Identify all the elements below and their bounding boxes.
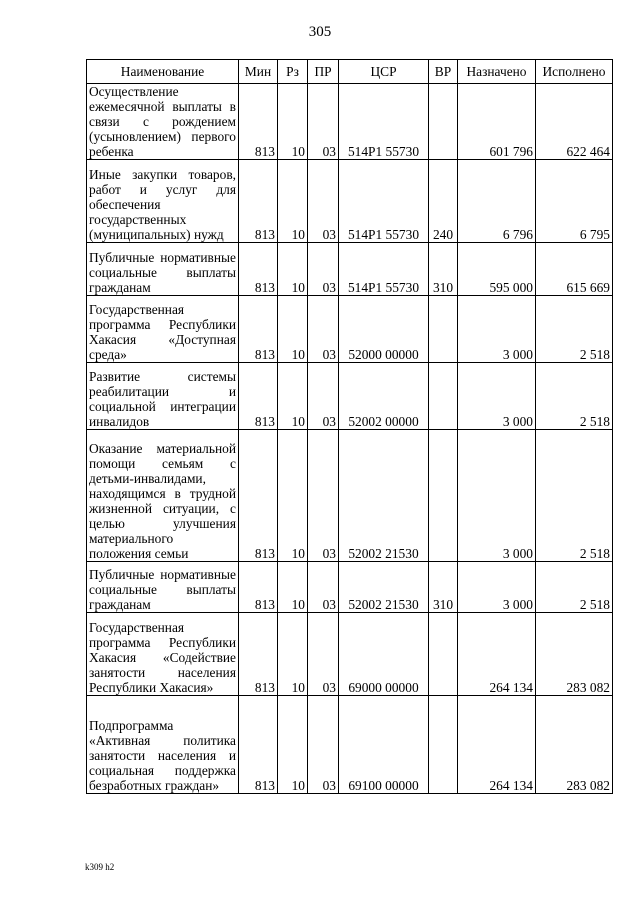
table-row: [87, 363, 613, 430]
row-executed: 283 082: [536, 613, 613, 696]
row-min: 813: [239, 696, 278, 794]
row-min: 813: [239, 363, 278, 430]
row-vr: [429, 613, 458, 696]
row-vr: 310: [429, 243, 458, 296]
row-executed: 622 464: [536, 84, 613, 160]
header-rz: Рз: [278, 60, 308, 84]
row-executed: 6 795: [536, 160, 613, 243]
row-pr: 03: [308, 562, 339, 613]
row-rz: 10: [278, 84, 308, 160]
row-vr: 310: [429, 562, 458, 613]
row-pr: 03: [308, 296, 339, 363]
row-rz: 10: [278, 613, 308, 696]
row-pr: 03: [308, 430, 339, 562]
footer-code: k309 h2: [85, 862, 115, 872]
table-header-row: [87, 60, 613, 84]
page-number: 305: [308, 24, 332, 40]
row-executed: 2 518: [536, 363, 613, 430]
row-pr: 03: [308, 84, 339, 160]
budget-table: [86, 59, 613, 794]
header-name: Наименование: [87, 60, 239, 84]
row-vr: [429, 84, 458, 160]
table-row: [87, 84, 613, 160]
row-csr: 69100 00000: [339, 696, 429, 794]
row-csr: 514P1 55730: [339, 160, 429, 243]
row-csr: 52002 00000: [339, 363, 429, 430]
table-row: [87, 430, 613, 562]
table-row: [87, 562, 613, 613]
row-assigned: 264 134: [458, 696, 536, 794]
row-executed: 2 518: [536, 562, 613, 613]
row-name: Государственная программа Республики Хакасия «Доступная среда»: [87, 296, 239, 363]
row-rz: 10: [278, 243, 308, 296]
row-csr: 52002 21530: [339, 430, 429, 562]
header-assigned: Назначено: [458, 60, 536, 84]
row-min: 813: [239, 562, 278, 613]
row-pr: 03: [308, 243, 339, 296]
row-assigned: 595 000: [458, 243, 536, 296]
row-executed: 615 669: [536, 243, 613, 296]
row-assigned: 264 134: [458, 613, 536, 696]
row-pr: 03: [308, 363, 339, 430]
table-row: [87, 243, 613, 296]
table-row: [87, 296, 613, 363]
row-pr: 03: [308, 696, 339, 794]
row-vr: [429, 296, 458, 363]
row-min: 813: [239, 243, 278, 296]
row-name: Публичные нормативные социальные выплаты гражданам: [87, 562, 239, 613]
row-assigned: 3 000: [458, 296, 536, 363]
row-vr: [429, 696, 458, 794]
row-name: Осуществление ежемесячной выплаты в связи с рождением (усыновлением) первого ребенка: [87, 84, 239, 160]
row-vr: [429, 363, 458, 430]
row-min: 813: [239, 430, 278, 562]
row-executed: 2 518: [536, 296, 613, 363]
row-pr: 03: [308, 160, 339, 243]
row-min: 813: [239, 160, 278, 243]
row-csr: 514P1 55730: [339, 243, 429, 296]
row-rz: 10: [278, 296, 308, 363]
row-csr: 52000 00000: [339, 296, 429, 363]
header-csr: ЦСР: [339, 60, 429, 84]
row-csr: 69000 00000: [339, 613, 429, 696]
row-rz: 10: [278, 160, 308, 243]
table-row: [87, 613, 613, 696]
header-min: Мин: [239, 60, 278, 84]
table-row: [87, 160, 613, 243]
row-rz: 10: [278, 430, 308, 562]
row-name: Государственная программа Республики Хакасия «Содействие занятости населения Республики Хакасия»: [87, 613, 239, 696]
row-name: Оказание материальной помощи семьям с детьми-инвалидами, находящимся в трудной жизненной ситуации, с целью улучшения материального положения семьи: [87, 430, 239, 562]
header-pr: ПР: [308, 60, 339, 84]
row-assigned: 601 796: [458, 84, 536, 160]
row-assigned: 3 000: [458, 430, 536, 562]
row-vr: 240: [429, 160, 458, 243]
row-name: Иные закупки товаров, работ и услуг для обеспечения государственных (муниципальных) нужд: [87, 160, 239, 243]
row-name: Публичные нормативные социальные выплаты гражданам: [87, 243, 239, 296]
row-name: Развитие системы реабилитации и социальной интеграции инвалидов: [87, 363, 239, 430]
row-min: 813: [239, 613, 278, 696]
table-row: [87, 696, 613, 794]
row-rz: 10: [278, 696, 308, 794]
row-min: 813: [239, 84, 278, 160]
row-min: 813: [239, 296, 278, 363]
row-assigned: 3 000: [458, 562, 536, 613]
row-pr: 03: [308, 613, 339, 696]
row-assigned: 3 000: [458, 363, 536, 430]
row-executed: 283 082: [536, 696, 613, 794]
row-executed: 2 518: [536, 430, 613, 562]
row-csr: 52002 21530: [339, 562, 429, 613]
row-vr: [429, 430, 458, 562]
row-csr: 514P1 55730: [339, 84, 429, 160]
header-vr: ВР: [429, 60, 458, 84]
header-executed: Исполнено: [536, 60, 613, 84]
row-rz: 10: [278, 562, 308, 613]
row-rz: 10: [278, 363, 308, 430]
row-name: Подпрограмма «Активная политика занятости населения и социальная поддержка безработных граждан»: [87, 696, 239, 794]
row-assigned: 6 796: [458, 160, 536, 243]
